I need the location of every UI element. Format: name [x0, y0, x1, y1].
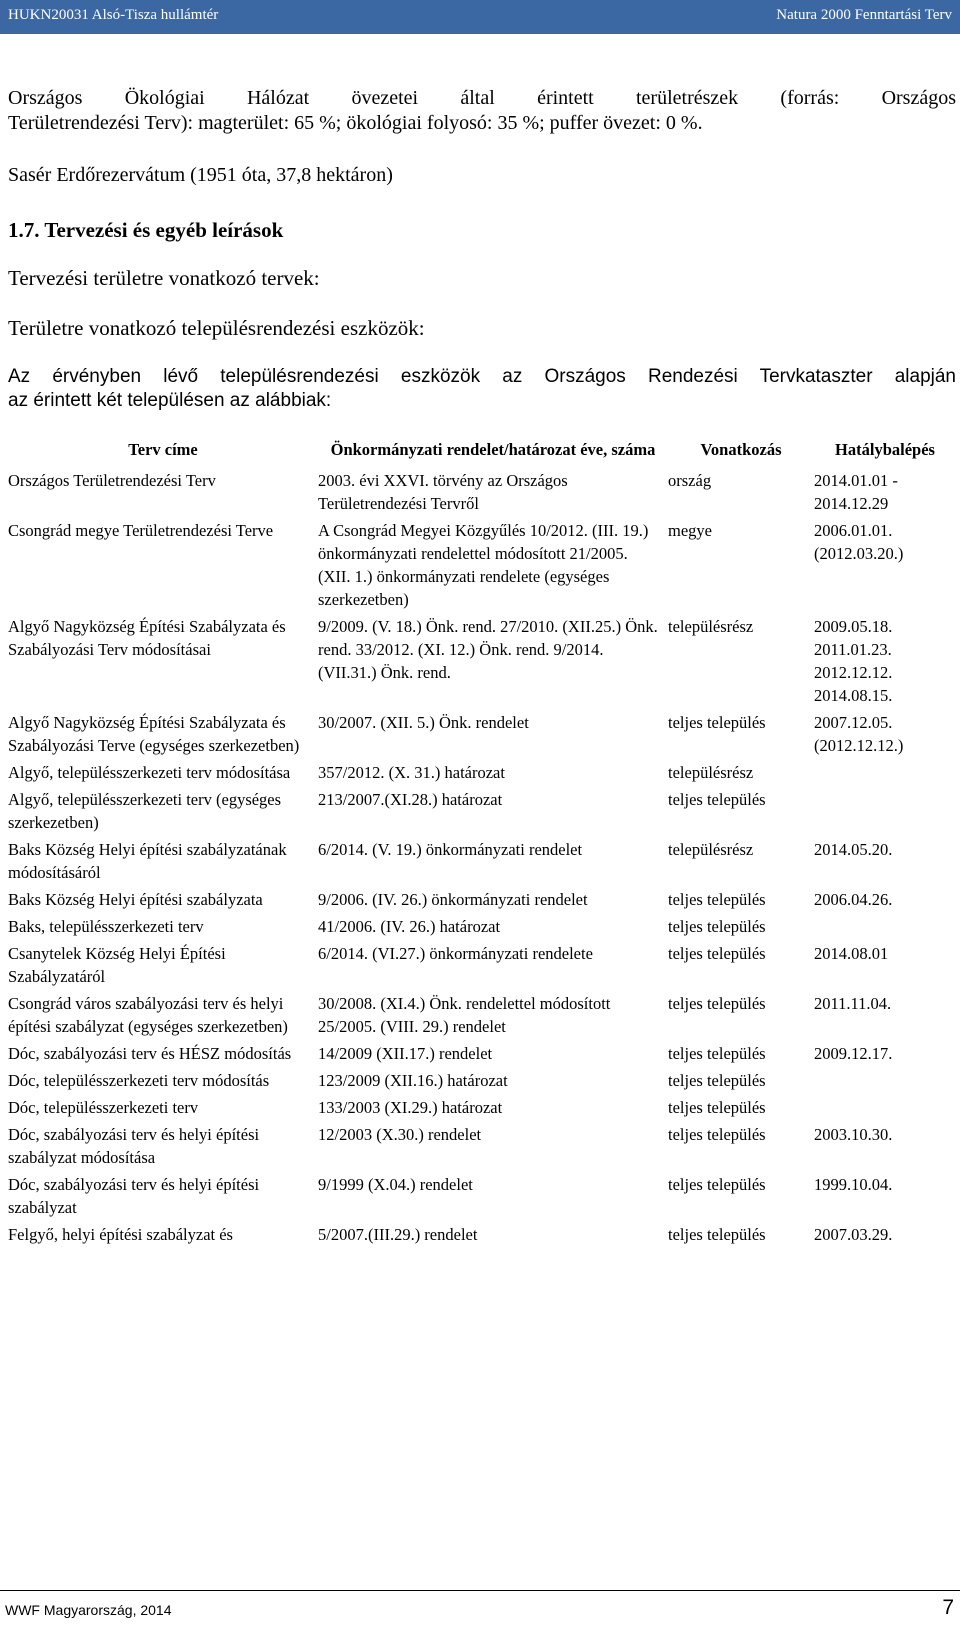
cell-scope: megye: [668, 521, 712, 540]
cell-scope: ország: [668, 471, 712, 490]
table-row: [8, 888, 956, 915]
cell-scope: teljes település: [668, 994, 766, 1013]
cell-scope: teljes település: [668, 1125, 766, 1144]
cell-plan-title: Algyő, településszerkezeti terv módosítása: [8, 763, 291, 782]
table-row: [8, 615, 956, 711]
cell-plan-title: Felgyő, helyi építési szabályzat és: [8, 1225, 233, 1244]
cell-plan-title: Csongrád megye Területrendezési Terve: [8, 521, 274, 540]
header-plan-title-col: Terv címe: [128, 440, 198, 459]
table-row: [8, 519, 956, 615]
cell-decree: 14/2009 (XII.17.) rendelet: [318, 1044, 493, 1063]
cell-effective: [814, 1069, 956, 1096]
cell-effective: 2006.04.26.: [814, 890, 893, 909]
cell-plan-title: Baks Község Helyi építési szabályzatának módosításáról: [8, 840, 287, 882]
footer-organization: WWF Magyarország, 2014: [5, 1602, 172, 1618]
table-row: [8, 788, 956, 838]
cell-plan-title: Dóc, szabályozási terv és HÉSZ módosítás: [8, 1044, 292, 1063]
cell-effective: 2014.05.20.: [814, 840, 893, 859]
header-scope-col: Vonatkozás: [700, 440, 782, 459]
cell-effective: [814, 761, 956, 788]
plans-table: [8, 434, 956, 1250]
footer-divider: [0, 1590, 960, 1591]
cell-scope: településrész: [668, 840, 754, 859]
page-content: [8, 86, 956, 1250]
cell-decree: 9/1999 (X.04.) rendelet: [318, 1175, 473, 1194]
cell-scope: teljes település: [668, 1044, 766, 1063]
cell-scope: teljes település: [668, 944, 766, 963]
table-row: [8, 761, 956, 788]
cell-effective: 2011.11.04.: [814, 994, 892, 1013]
cell-decree: 123/2009 (XII.16.) határozat: [318, 1071, 508, 1090]
cell-effective: 2006.01.01. (2012.03.20.): [814, 521, 904, 563]
table-row: [8, 1096, 956, 1123]
cell-decree: 6/2014. (VI.27.) önkormányzati rendelete: [318, 944, 593, 963]
table-row: [8, 915, 956, 942]
cell-decree: 12/2003 (X.30.) rendelet: [318, 1125, 482, 1144]
intro-line-2: az érintett két településen az alábbiak:: [8, 390, 332, 411]
cell-decree: 133/2003 (XI.29.) határozat: [318, 1098, 503, 1117]
cell-effective: [814, 788, 956, 838]
forest-reserve-text: Sasér Erdőrezervátum (1951 óta, 37,8 hektáron): [8, 164, 393, 186]
cell-effective: 2014.01.01 - 2014.12.29: [814, 471, 898, 513]
table-row: [8, 838, 956, 888]
table-row: [8, 1042, 956, 1069]
table-row: [8, 1223, 956, 1250]
header-decree-col: Önkormányzati rendelet/határozat éve, száma: [330, 440, 656, 459]
cell-scope: településrész: [668, 617, 754, 636]
table-row: [8, 711, 956, 761]
cell-decree: 9/2006. (IV. 26.) önkormányzati rendelet: [318, 890, 588, 909]
cell-plan-title: Dóc, szabályozási terv és helyi építési szabályzat: [8, 1175, 260, 1217]
cell-decree: 30/2007. (XII. 5.) Önk. rendelet: [318, 713, 529, 732]
cell-effective: [814, 1096, 956, 1123]
table-body: [8, 469, 956, 1250]
cell-decree: 30/2008. (XI.4.) Önk. rendelettel módosított 25/2005. (VIII. 29.) rendelet: [318, 994, 611, 1036]
table-row: [8, 992, 956, 1042]
cell-plan-title: Csongrád város szabályozási terv és helyi építési szabályzat (egységes szerkezetben): [8, 994, 288, 1036]
cell-effective: 2007.03.29.: [814, 1225, 893, 1244]
cell-decree: 6/2014. (V. 19.) önkormányzati rendelet: [318, 840, 583, 859]
cell-effective: 2007.12.05. (2012.12.12.): [814, 713, 904, 755]
cell-scope: teljes település: [668, 1175, 766, 1194]
cell-decree: 2003. évi XXVI. törvény az Országos Területrendezési Tervről: [318, 471, 568, 513]
cell-decree: A Csongrád Megyei Közgyűlés 10/2012. (III. 19.) önkormányzati rendelettel módosított 21/2005. (XII. 1.) önkormányzati rendelete (egységes szerkezetben): [318, 521, 649, 609]
planning-area-subheading: Tervezési területre vonatkozó tervek:: [8, 266, 320, 290]
header-plan-title: Natura 2000 Fenntartási Terv: [776, 7, 952, 23]
cell-decree: 5/2007.(III.29.) rendelet: [318, 1225, 478, 1244]
cell-scope: teljes település: [668, 1071, 766, 1090]
table-row: [8, 469, 956, 519]
cell-decree: 41/2006. (IV. 26.) határozat: [318, 917, 501, 936]
header-effective-col: Hatálybalépés: [835, 440, 935, 459]
intro-line-1: Az érvényben lévő településrendezési eszközök az Országos Rendezési Tervkataszter alapján: [8, 366, 956, 387]
cell-plan-title: Algyő, településszerkezeti terv (egységes szerkezetben): [8, 790, 282, 832]
cell-effective: 2014.08.01: [814, 944, 889, 963]
cell-decree: 9/2009. (V. 18.) Önk. rend. 27/2010. (XII.25.) Önk. rend. 33/2012. (XI. 12.) Önk. rend. 9/2014. (VII.31.) Önk. rend.: [318, 617, 658, 682]
ecological-network-line-2: Területrendezési Terv): magterület: 65 %; ökológiai folyosó: 35 %; puffer övezet: 0 %.: [8, 112, 703, 134]
table-header-row: [8, 434, 956, 469]
cell-scope: teljes település: [668, 1225, 766, 1244]
cell-plan-title: Dóc, településszerkezeti terv: [8, 1098, 199, 1117]
cell-effective: 2003.10.30.: [814, 1125, 893, 1144]
section-heading: 1.7. Tervezési és egyéb leírások: [8, 218, 284, 242]
cell-plan-title: Baks Község Helyi építési szabályzata: [8, 890, 263, 909]
page-footer: [0, 1594, 960, 1626]
cell-effective: 1999.10.04.: [814, 1175, 893, 1194]
cell-decree: 357/2012. (X. 31.) határozat: [318, 763, 505, 782]
cell-plan-title: Algyő Nagyközség Építési Szabályzata és Szabályozási Terv módosításai: [8, 617, 286, 659]
cell-effective: 2009.05.18. 2011.01.23. 2012.12.12. 2014.08.15.: [814, 617, 893, 705]
cell-plan-title: Dóc, szabályozási terv és helyi építési szabályzat módosítása: [8, 1125, 260, 1167]
cell-scope: teljes település: [668, 917, 766, 936]
cell-scope: településrész: [668, 763, 754, 782]
cell-effective: 2009.12.17.: [814, 1044, 893, 1063]
cell-plan-title: Algyő Nagyközség Építési Szabályzata és Szabályozási Terve (egységes szerkezetben): [8, 713, 300, 755]
page-number: 7: [942, 1596, 954, 1619]
settlement-tools-subheading: Területre vonatkozó településrendezési eszközök:: [8, 316, 425, 340]
cell-scope: teljes település: [668, 890, 766, 909]
cell-plan-title: Csanytelek Község Helyi Építési Szabályzatáról: [8, 944, 226, 986]
table-row: [8, 1069, 956, 1096]
cell-decree: 213/2007.(XI.28.) határozat: [318, 790, 503, 809]
cell-scope: teljes település: [668, 713, 766, 732]
table-row: [8, 1173, 956, 1223]
cell-plan-title: Országos Területrendezési Terv: [8, 471, 216, 490]
table-row: [8, 942, 956, 992]
table-row: [8, 1123, 956, 1173]
cell-effective: [814, 915, 956, 942]
cell-plan-title: Baks, településszerkezeti terv: [8, 917, 204, 936]
cell-scope: teljes település: [668, 790, 766, 809]
cell-scope: teljes település: [668, 1098, 766, 1117]
ecological-network-line-1: Országos Ökológiai Hálózat övezetei által érintett területrészek (forrás: Országos: [8, 87, 956, 109]
cell-plan-title: Dóc, településszerkezeti terv módosítás: [8, 1071, 270, 1090]
header-document-id: HUKN20031 Alsó-Tisza hullámtér: [8, 7, 219, 23]
page-header: [0, 0, 960, 34]
